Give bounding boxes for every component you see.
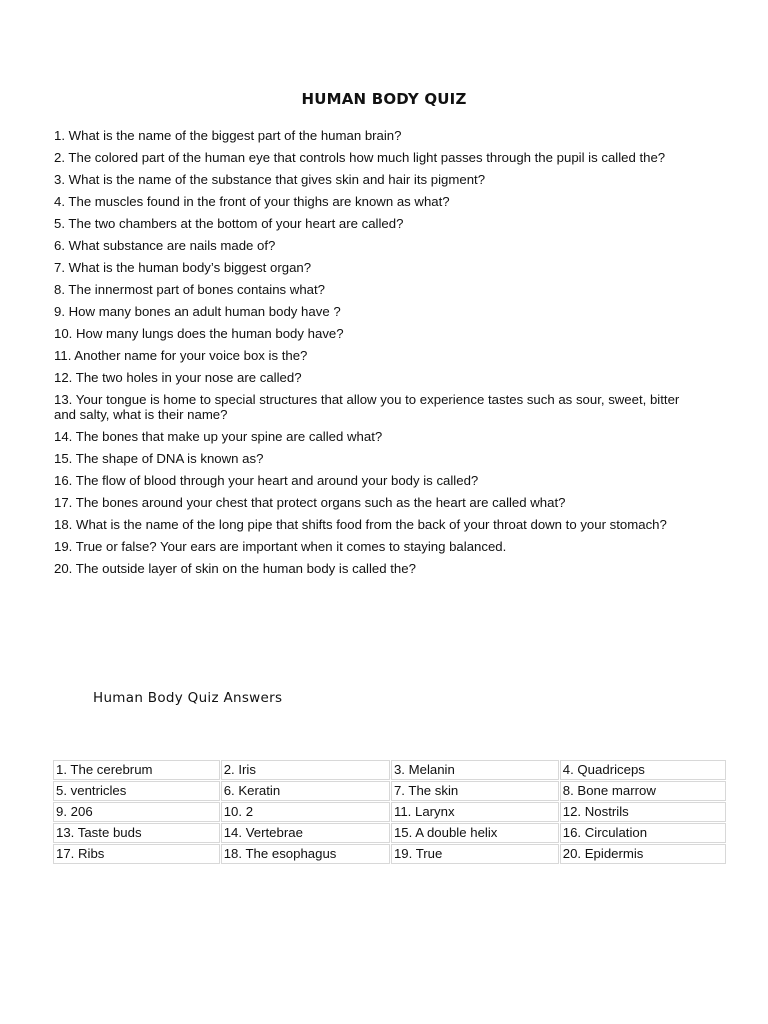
question-item: 9. How many bones an adult human body have ? <box>54 304 341 319</box>
table-row <box>53 781 726 801</box>
question-item: 11. Another name for your voice box is the? <box>54 348 308 363</box>
question-item: 12. The two holes in your nose are called? <box>54 370 302 385</box>
answer-cell: 19. True <box>391 844 559 864</box>
answer-cell: 1. The cerebrum <box>53 760 220 780</box>
answer-cell: 11. Larynx <box>391 802 559 822</box>
answer-cell: 5. ventricles <box>53 781 220 801</box>
answer-cell: 16. Circulation <box>560 823 726 843</box>
question-item: 8. The innermost part of bones contains what? <box>54 282 325 297</box>
question-item: 4. The muscles found in the front of your thighs are known as what? <box>54 194 450 209</box>
question-item: 16. The flow of blood through your heart and around your body is called? <box>54 473 479 488</box>
question-item: 19. True or false? Your ears are important when it comes to staying balanced. <box>54 539 507 554</box>
answer-cell: 14. Vertebrae <box>221 823 390 843</box>
question-item: 17. The bones around your chest that protect organs such as the heart are called what? <box>54 495 566 510</box>
answer-cell: 6. Keratin <box>221 781 390 801</box>
question-item: 7. What is the human body’s biggest organ? <box>54 260 312 275</box>
answers-table <box>52 759 727 865</box>
table-row <box>53 760 726 780</box>
question-item: 2. The colored part of the human eye that controls how much light passes through the pupil is called the? <box>54 150 666 165</box>
question-item: 1. What is the name of the biggest part of the human brain? <box>54 128 402 143</box>
page-title: HUMAN BODY QUIZ <box>301 90 467 108</box>
answer-cell: 18. The esophagus <box>221 844 390 864</box>
answer-cell: 20. Epidermis <box>560 844 726 864</box>
table-row <box>53 802 726 822</box>
question-item: 13. Your tongue is home to special structures that allow you to experience tastes such as sour, sweet, bitter and salty, what is their name? <box>54 392 680 422</box>
question-item: 6. What substance are nails made of? <box>54 238 276 253</box>
answer-cell: 2. Iris <box>221 760 390 780</box>
question-item: 20. The outside layer of skin on the human body is called the? <box>54 561 416 576</box>
answer-cell: 4. Quadriceps <box>560 760 726 780</box>
answer-cell: 10. 2 <box>221 802 390 822</box>
question-item: 14. The bones that make up your spine are called what? <box>54 429 383 444</box>
question-item: 3. What is the name of the substance that gives skin and hair its pigment? <box>54 172 486 187</box>
question-list <box>54 128 704 583</box>
question-item: 10. How many lungs does the human body have? <box>54 326 344 341</box>
answer-cell: 17. Ribs <box>53 844 220 864</box>
table-row <box>53 823 726 843</box>
answers-heading: Human Body Quiz Answers <box>93 690 283 706</box>
table-row <box>53 844 726 864</box>
answer-cell: 15. A double helix <box>391 823 559 843</box>
answer-cell: 3. Melanin <box>391 760 559 780</box>
question-item: 5. The two chambers at the bottom of your heart are called? <box>54 216 404 231</box>
answer-cell: 7. The skin <box>391 781 559 801</box>
question-item: 15. The shape of DNA is known as? <box>54 451 264 466</box>
answer-cell: 8. Bone marrow <box>560 781 726 801</box>
answer-cell: 9. 206 <box>53 802 220 822</box>
question-item: 18. What is the name of the long pipe that shifts food from the back of your throat down to your stomach? <box>54 517 667 532</box>
answer-cell: 13. Taste buds <box>53 823 220 843</box>
answer-cell: 12. Nostrils <box>560 802 726 822</box>
